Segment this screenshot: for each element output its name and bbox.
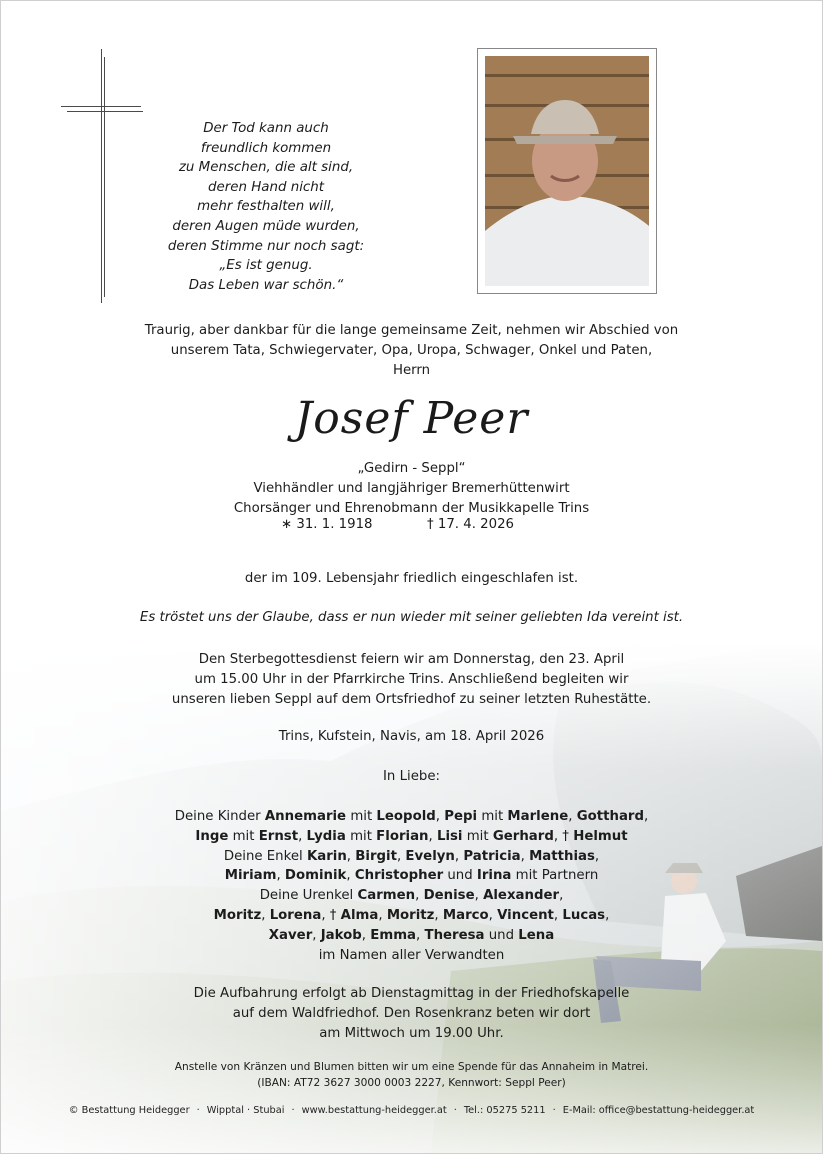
service-line: um 15.00 Uhr in der Pfarrkirche Trins. Anschließend begleiten wir [194,672,629,688]
family-line-grandchildren-2: Miriam, Dominik, Christopher und Irina mit Partnern [224,868,599,884]
service-line: Den Sterbegottesdienst feiern wir am Donnerstag, den 23. April [198,652,625,667]
in-love [1,767,822,787]
family-line-great-grandchildren-2: Moritz, Lorena, † Alma, Moritz, Marco, Vincent, Lucas, [213,907,610,923]
footer [1,1105,822,1116]
portrait-photo [485,56,649,286]
intro-line: Herrn [392,363,431,379]
footer-company: © Bestattung Heidegger [68,1105,190,1116]
viewing-line: Die Aufbahrung erfolgt ab Dienstagmittag in der Friedhofskapelle [193,986,630,1001]
poem [151,119,381,295]
intro-text [1,321,822,382]
footer-region: Wipptal · Stubai [206,1105,285,1116]
in-love-line: In Liebe: [383,769,440,784]
poem-line: deren Stimme nur noch sagt: [167,238,365,254]
donation-iban: (IBAN: AT72 3627 3000 0003 2227, Kennwort: Seppl Peer) [257,1077,566,1089]
place-date-line: Trins, Kufstein, Navis, am 18. April 2026 [278,729,545,744]
place-date [1,727,822,747]
poem-line: Der Tod kann auch [203,121,329,136]
nickname: „Gedirn - Seppl“ [357,461,466,476]
family-list [1,807,822,965]
service-text [1,650,822,711]
family-line-children-2: Inge mit Ernst, Lydia mit Florian, Lisi mit Gerhard, † Helmut [195,828,628,844]
family-line-great-grandchildren: Deine Urenkel Carmen, Denise, Alexander, [259,888,564,904]
viewing-line: am Mittwoch um 19.00 Uhr. [319,1026,504,1042]
poem-line: deren Augen müde wurden, [172,218,360,234]
family-line-relatives: im Namen aller Verwandten [318,947,505,963]
footer-separator: · [196,1105,200,1116]
poem-line: freundlich kommen [200,140,332,156]
intro-line: Traurig, aber dankbar für die lange gemeinsame Zeit, nehmen wir Abschied von [144,323,679,338]
footer-separator: · [453,1105,457,1116]
portrait-frame [477,48,657,294]
family-line-grandchildren: Deine Enkel Karin, Birgit, Evelyn, Patricia, Matthias, [223,848,600,864]
poem-line: Das Leben war schön.“ [188,277,344,293]
passing-text [1,569,822,589]
honorary-role: Chorsänger und Ehrenobmann der Musikkapelle Trins [233,501,590,517]
occupation: Viehhändler und langjähriger Bremerhüttenwirt [253,481,570,497]
footer-phone: Tel.: 05275 5211 [463,1105,546,1116]
family-line-children: Deine Kinder Annemarie mit Leopold, Pepi mit Marlene, Gotthard, [174,809,649,824]
family-line-great-grandchildren-3: Xaver, Jakob, Emma, Theresa und Lena [268,927,555,943]
footer-email[interactable]: E-Mail: office@bestattung-heidegger.at [562,1105,755,1116]
service-line: unseren lieben Seppl auf dem Ortsfriedhof zu seiner letzten Ruhestätte. [171,692,652,708]
poem-line: „Es ist genug. [219,258,313,274]
footer-separator: · [552,1105,556,1116]
viewing-line: auf dem Waldfriedhof. Den Rosenkranz beten wir dort [232,1006,591,1022]
intro-line: unserem Tata, Schwiegervater, Opa, Uropa, Schwager, Onkel und Paten, [170,343,653,359]
footer-website[interactable]: www.bestattung-heidegger.at [301,1105,447,1116]
death-date: † 17. 4. 2026 [427,517,515,532]
poem-line: deren Hand nicht [207,179,325,195]
comfort-text: Es tröstet uns der Glaube, dass er nun wieder mit seiner geliebten Ida vereint ist. [139,610,684,625]
passing-line: der im 109. Lebensjahr friedlich eingeschlafen ist. [244,571,579,586]
deceased-name: Josef Peer [294,393,529,444]
poem-line: zu Menschen, die alt sind, [178,160,354,176]
birth-date: ∗ 31. 1. 1918 [281,517,373,532]
poem-line: mehr festhalten will, [197,199,335,215]
deceased-details [1,459,822,520]
footer-separator: · [291,1105,295,1116]
donation-line: Anstelle von Kränzen und Blumen bitten wir um eine Spende für das Annaheim in Matrei. [174,1061,649,1073]
donation-note [1,1059,822,1091]
viewing-text [1,984,822,1045]
